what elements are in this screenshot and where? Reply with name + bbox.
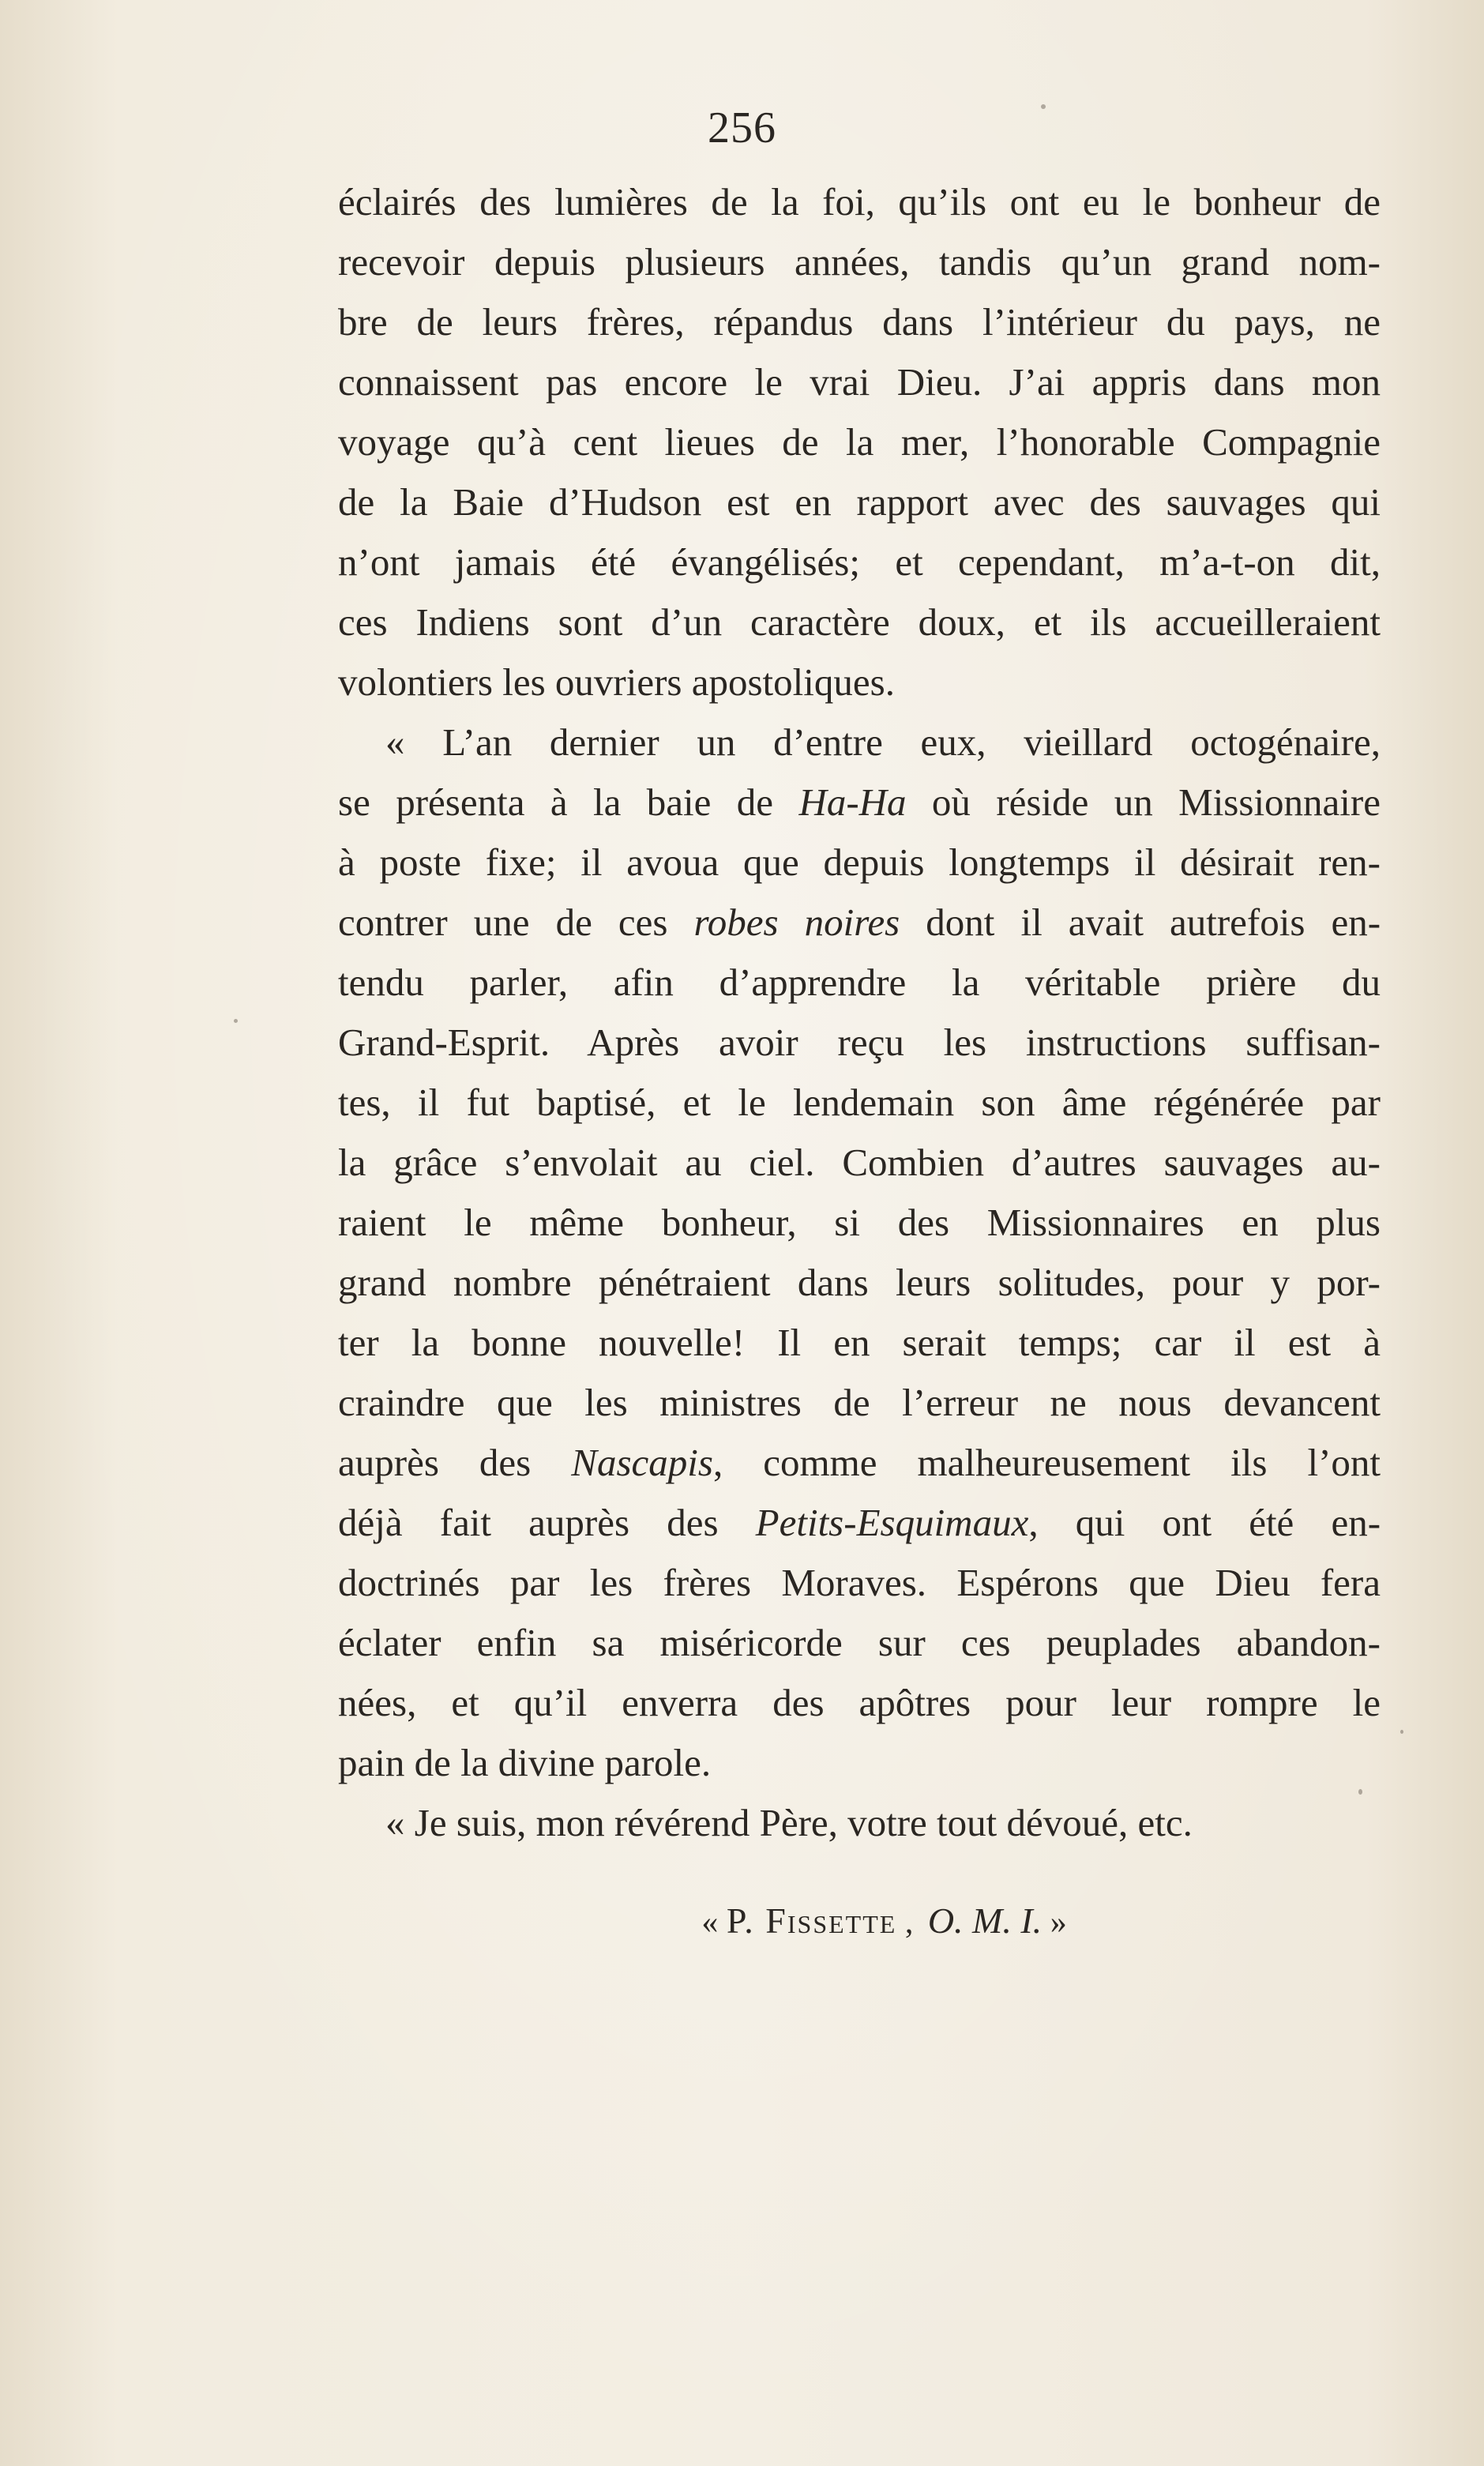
text-line: à poste fixe; il avoua que depuis longtemps il désirait ren- [338, 840, 1381, 884]
signature-separator: , [896, 1904, 922, 1941]
text-line: se présenta à la baie de Ha-Ha où réside un Missionnaire [338, 780, 1381, 824]
page-number: 256 [708, 103, 776, 152]
text-line: « L’an dernier un d’entre eux, vieillard octogénaire, [385, 720, 1381, 764]
text-line: pain de la divine parole. [338, 1741, 712, 1784]
signature-name: P. Fissette [726, 1900, 897, 1941]
text-line: éclairés des lumières de la foi, qu’ils ont eu le bonheur de [338, 180, 1381, 224]
text-line: bre de leurs frères, répandus dans l’intérieur du pays, ne [338, 300, 1381, 344]
text-line: connaissent pas encore le vrai Dieu. J’ai appris dans mon [338, 360, 1381, 404]
signature [0, 1900, 1484, 1942]
text-line: nées, et qu’il enverra des apôtres pour leur rompre le [338, 1681, 1381, 1724]
signature-open-quote: « [701, 1904, 727, 1941]
text-line: tes, il fut baptisé, et le lendemain son âme régénérée par [338, 1081, 1381, 1124]
text-line: craindre que les ministres de l’erreur ne nous devancent [338, 1381, 1381, 1424]
text-line: la grâce s’envolait au ciel. Combien d’autres sauvages au- [338, 1141, 1381, 1184]
text-line: recevoir depuis plusieurs années, tandis qu’un grand nom- [338, 240, 1381, 284]
text-line: tendu parler, afin d’apprendre la véritable prière du [338, 960, 1381, 1004]
paper-speck [234, 1019, 238, 1023]
text-line: de la Baie d’Hudson est en rapport avec des sauvages qui [338, 480, 1381, 524]
text-line: auprès des Nascapis, comme malheureusement ils l’ont [338, 1441, 1381, 1484]
body-text [338, 172, 1381, 1853]
text-line: voyage qu’à cent lieues de la mer, l’honorable Compagnie [338, 420, 1381, 464]
text-line: doctrinés par les frères Moraves. Espérons que Dieu fera [338, 1561, 1381, 1604]
text-line: ter la bonne nouvelle! Il en serait temps; car il est à [338, 1321, 1381, 1364]
text-line: éclater enfin sa miséricorde sur ces peuplades abandon- [338, 1621, 1381, 1664]
signature-order: O. M. I. [927, 1900, 1043, 1941]
text-line: n’ont jamais été évangélisés; et cependant, m’a-t-on dit, [338, 540, 1381, 584]
text-line: volontiers les ouvriers apostoliques. [338, 660, 895, 704]
text-line: contrer une de ces robes noires dont il avait autrefois en- [338, 900, 1381, 944]
text-line: ces Indiens sont d’un caractère doux, et ils accueilleraient [338, 600, 1381, 644]
signature-close-quote: » [1042, 1904, 1067, 1941]
paper-speck [1041, 104, 1046, 109]
text-line: déjà fait auprès des Petits-Esquimaux, qui ont été en- [338, 1501, 1381, 1544]
paper-speck [1358, 1789, 1362, 1795]
text-line: « Je suis, mon révérend Père, votre tout dévoué, etc. [385, 1801, 1193, 1844]
text-line: raient le même bonheur, si des Missionnaires en plus [338, 1201, 1381, 1244]
text-line: Grand-Esprit. Après avoir reçu les instructions suffisan- [338, 1021, 1381, 1064]
text-line: grand nombre pénétraient dans leurs solitudes, pour y por- [338, 1261, 1381, 1304]
paper-speck [1400, 1730, 1403, 1734]
